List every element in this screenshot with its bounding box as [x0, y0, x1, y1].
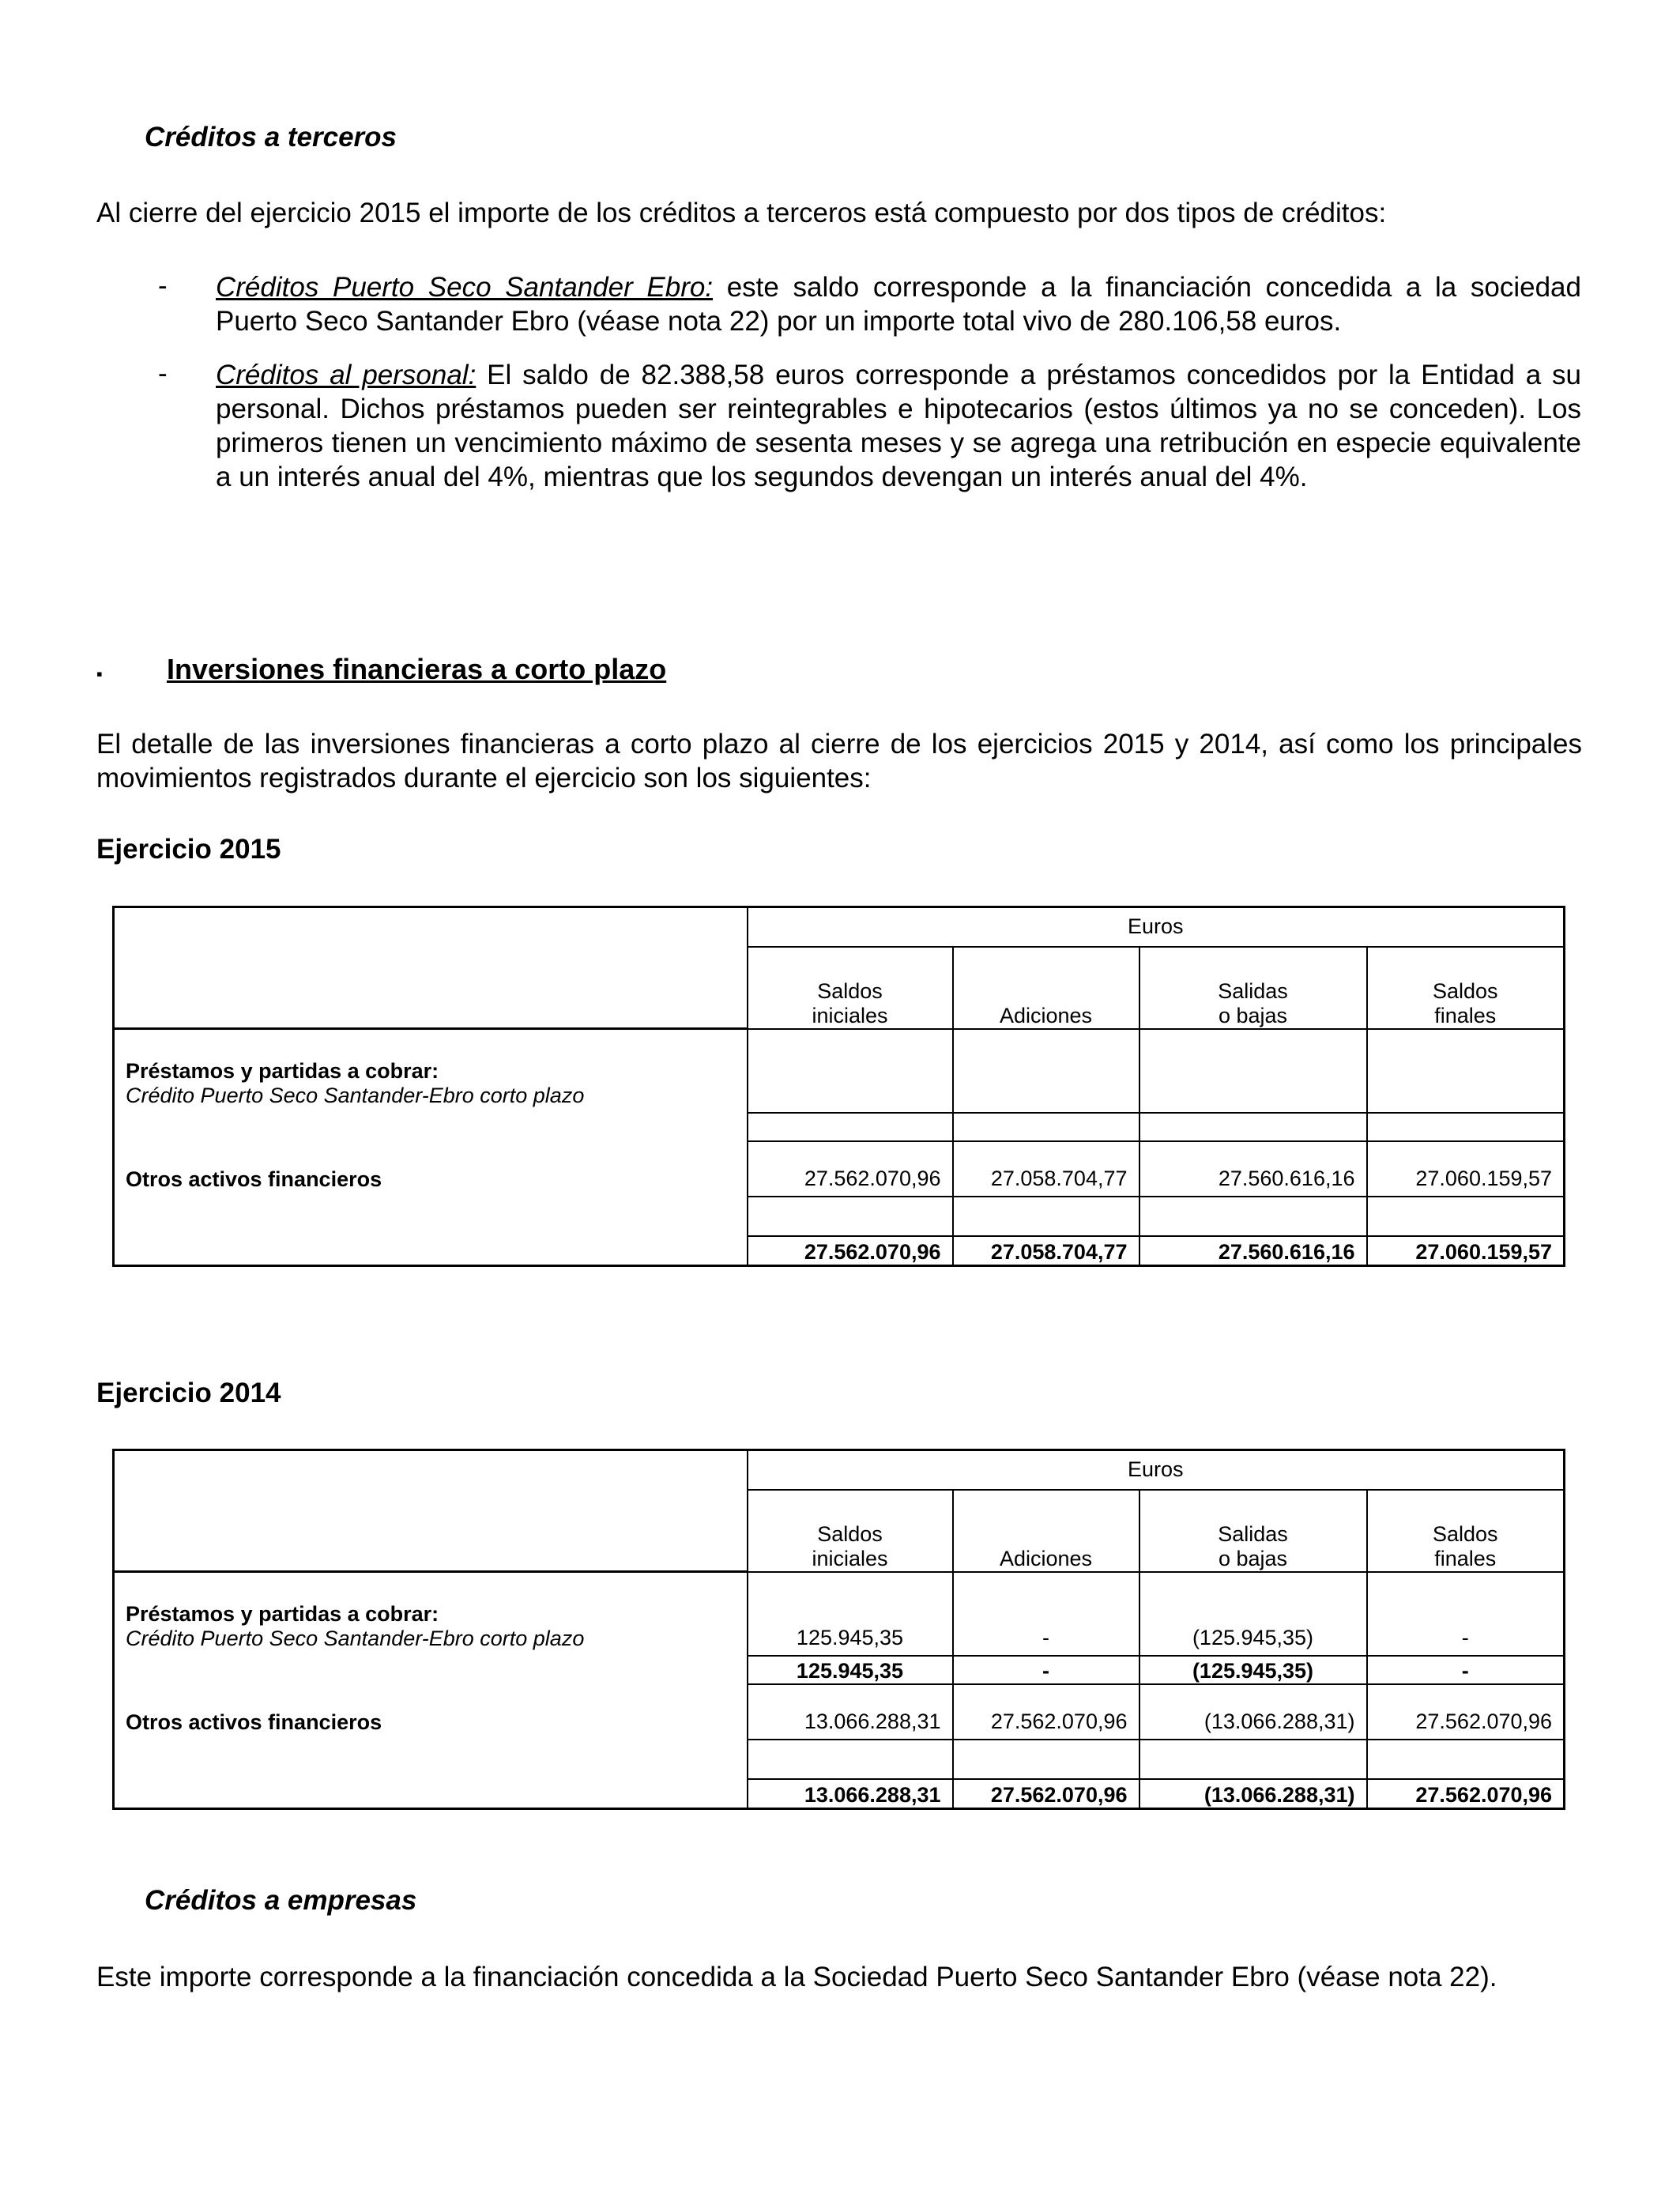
- cell-value: 27.562.070,96: [748, 1141, 953, 1197]
- cell-value: [1367, 1029, 1565, 1113]
- cell-total: 27.060.159,57: [1367, 1236, 1565, 1266]
- column-header-saldos-iniciales: Saldos iniciales: [748, 1490, 953, 1572]
- cell-total: 27.562.070,96: [748, 1236, 953, 1266]
- cell-value: 27.562.070,96: [953, 1684, 1139, 1740]
- cell-value: -: [953, 1572, 1139, 1656]
- column-header-saldos-finales: Saldos finales: [1367, 1490, 1565, 1572]
- section-title-inversiones: Inversiones financieras a corto plazo: [167, 653, 667, 685]
- cell-total: 27.058.704,77: [953, 1236, 1139, 1266]
- table-row-total: [114, 1779, 1565, 1809]
- column-header-saldos-finales: Saldos finales: [1367, 947, 1565, 1029]
- cell-value: [1139, 1029, 1367, 1113]
- table-row-total: [114, 1236, 1565, 1266]
- cell-value: [748, 1113, 953, 1141]
- year-title-2015: Ejercicio 2015: [96, 834, 281, 865]
- cell-value: [1367, 1113, 1565, 1141]
- section-heading-creditos-empresas: Créditos a empresas: [145, 1885, 417, 1916]
- table-header-row: [114, 1450, 1565, 1490]
- cell-value: (125.945,35): [1139, 1656, 1367, 1684]
- row-label-otros-activos: Otros activos financieros: [114, 1684, 748, 1740]
- cell-value: [953, 1113, 1139, 1141]
- table-row-spacer: [114, 1740, 1565, 1779]
- table-header-row: [114, 907, 1565, 947]
- table-row-subtotal: [114, 1113, 1565, 1141]
- cell-value: [953, 1029, 1139, 1113]
- column-header-adiciones: Adiciones: [953, 1490, 1139, 1572]
- cell-value: 125.945,35: [748, 1656, 953, 1684]
- cell-total: 27.562.070,96: [1367, 1779, 1565, 1809]
- cell-total: 13.066.288,31: [748, 1779, 953, 1809]
- table-row: [114, 1029, 1565, 1113]
- table-ejercicio-2015: [112, 906, 1565, 1267]
- list-item-text: este saldo corresponde a la financiación concedida a la sociedad Puerto Seco Santander Ebro (véase nota 22) por un importe total vivo de 280.106,58 euros.: [216, 272, 1581, 337]
- table-row: [114, 1684, 1565, 1740]
- cell-total: 27.562.070,96: [953, 1779, 1139, 1809]
- list-item-text: El saldo de 82.388,58 euros corresponde a préstamos concedidos por la Entidad a su personal. Dichos préstamos pueden ser reintegrables e hipotecarios (estos últimos ya no se conceden). Los primeros tienen un vencimiento máximo de sesenta meses y se agrega una retribución en especie equivalente a un interés anual del 4%, mientras que los segundos devengan un interés anual del 4%.: [216, 360, 1581, 492]
- row-label-prestamos: Préstamos y partidas a cobrar: Crédito Puerto Seco Santander-Ebro corto plazo: [114, 1572, 748, 1656]
- creditos-empresas-text: Este importe corresponde a la financiación concedida a la Sociedad Puerto Seco Santander Ebro (véase nota 22).: [96, 1962, 1497, 1992]
- cell-total: (13.066.288,31): [1139, 1779, 1367, 1809]
- cell-value: [748, 1029, 953, 1113]
- list-dash: -: [158, 270, 168, 301]
- cell-total: 27.560.616,16: [1139, 1236, 1367, 1266]
- row-label-prestamos: Préstamos y partidas a cobrar: Crédito Puerto Seco Santander-Ebro corto plazo: [114, 1029, 748, 1113]
- column-group-euros: Euros: [748, 1450, 1565, 1490]
- creditos-terceros-intro: Al cierre del ejercicio 2015 el importe de los créditos a terceros está compuesto por dos tipos de créditos:: [96, 198, 1387, 228]
- cell-value: 27.560.616,16: [1139, 1141, 1367, 1197]
- list-item-term: Créditos Puerto Seco Santander Ebro:: [216, 272, 714, 303]
- table-corner-cell: [114, 1450, 748, 1572]
- list-item-term: Créditos al personal:: [216, 360, 477, 390]
- cell-value: 27.058.704,77: [953, 1141, 1139, 1197]
- row-label-otros-activos: Otros activos financieros: [114, 1141, 748, 1197]
- column-header-salidas: Salidas o bajas: [1139, 1490, 1367, 1572]
- column-group-euros: Euros: [748, 907, 1565, 947]
- list-item-creditos-personal: [216, 358, 1581, 494]
- section-heading-creditos-terceros: Créditos a terceros: [145, 122, 397, 153]
- cell-value: 125.945,35: [748, 1572, 953, 1656]
- cell-value: (125.945,35): [1139, 1572, 1367, 1656]
- table-ejercicio-2014: [112, 1449, 1565, 1810]
- cell-value: 27.060.159,57: [1367, 1141, 1565, 1197]
- cell-value: 27.562.070,96: [1367, 1684, 1565, 1740]
- list-item-creditos-puerto-seco: [216, 270, 1581, 338]
- cell-value: -: [1367, 1572, 1565, 1656]
- table-row: [114, 1572, 1565, 1656]
- column-header-saldos-iniciales: Saldos iniciales: [748, 947, 953, 1029]
- column-header-salidas: Salidas o bajas: [1139, 947, 1367, 1029]
- table-corner-cell: [114, 907, 748, 1029]
- inversiones-intro: El detalle de las inversiones financieras a corto plazo al cierre de los ejercicios 2015 y 2014, así como los principales movimientos registrados durante el ejercicio son los siguientes:: [96, 729, 1582, 794]
- year-title-2014: Ejercicio 2014: [96, 1378, 281, 1408]
- list-dash: -: [158, 358, 168, 389]
- table-row-spacer: [114, 1197, 1565, 1236]
- bullet-icon: ▪: [96, 664, 103, 684]
- table-row-subtotal: [114, 1656, 1565, 1684]
- cell-value: (13.066.288,31): [1139, 1684, 1367, 1740]
- row-label-empty: [114, 1656, 748, 1684]
- cell-value: [1139, 1113, 1367, 1141]
- cell-value: 13.066.288,31: [748, 1684, 953, 1740]
- cell-value: -: [953, 1656, 1139, 1684]
- table-row: [114, 1141, 1565, 1197]
- cell-value: -: [1367, 1656, 1565, 1684]
- column-header-adiciones: Adiciones: [953, 947, 1139, 1029]
- row-label-empty: [114, 1113, 748, 1141]
